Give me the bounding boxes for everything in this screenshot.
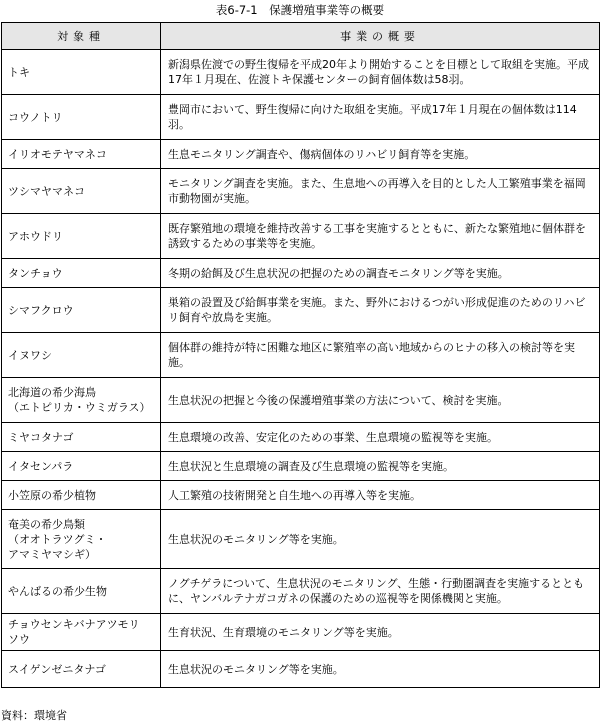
species-cell bbox=[2, 378, 161, 423]
description-cell: モニタリング調査を実施。また、生息地への再導入を目的とした人工繁殖事業を福岡市動物園が実施。 bbox=[161, 169, 600, 214]
species-name-detail: （オオトラツグミ・ bbox=[8, 532, 107, 546]
species-name: コウノトリ bbox=[8, 110, 63, 124]
species-name: トキ bbox=[8, 65, 30, 79]
description-cell: 生息状況の把握と今後の保護増殖事業の方法について、検討を実施。 bbox=[161, 378, 600, 423]
description-cell: 生息環境の改善、安定化のための事業、生息環境の監視等を実施。 bbox=[161, 423, 600, 452]
species-cell bbox=[2, 651, 161, 688]
table-row bbox=[2, 423, 600, 452]
description-cell: ノグチゲラについて、生息状況のモニタリング、生態・行動圏調査を実施するとともに、ヤンバルテナガコガネの保護のための巡視等を関係機関と実施。 bbox=[161, 569, 600, 614]
species-cell bbox=[2, 481, 161, 510]
species-name: チョウセンキバナアツモリ bbox=[8, 618, 140, 631]
species-name: イリオモテヤマネコ bbox=[8, 147, 107, 161]
table-row bbox=[2, 569, 600, 614]
species-name: シマフクロウ bbox=[8, 303, 74, 317]
species-name-detail: （エトピリカ・ウミガラス） bbox=[8, 401, 151, 414]
description-cell: 既存繁殖地の環境を維持改善する工事を実施するとともに、新たな繁殖地に個体群を誘致するための事業等を実施。 bbox=[161, 214, 600, 259]
species-cell bbox=[2, 50, 161, 95]
table-row bbox=[2, 140, 600, 169]
description-cell: 生息状況のモニタリング等を実施。 bbox=[161, 510, 600, 569]
species-cell bbox=[2, 423, 161, 452]
description-cell: 生育状況、生育環境のモニタリング等を実施。 bbox=[161, 614, 600, 651]
species-name: ミヤコタナゴ bbox=[8, 430, 74, 444]
table-row bbox=[2, 95, 600, 140]
species-cell bbox=[2, 259, 161, 288]
species-cell bbox=[2, 288, 161, 333]
species-cell bbox=[2, 452, 161, 481]
header-species: 対象種 bbox=[2, 23, 161, 50]
species-name: スイゲンゼニタナゴ bbox=[8, 662, 106, 676]
table-row bbox=[2, 510, 600, 569]
description-cell: 個体群の維持が特に困難な地区に繁殖率の高い地域からのヒナの移入の検討等を実施。 bbox=[161, 333, 600, 378]
species-name: 北海道の希少海鳥 bbox=[8, 386, 96, 399]
table-row bbox=[2, 50, 600, 95]
description-cell: 生息状況のモニタリング等を実施。 bbox=[161, 651, 600, 688]
species-name: やんばるの希少生物 bbox=[8, 584, 107, 598]
table-row bbox=[2, 259, 600, 288]
description-cell: 冬期の給餌及び生息状況の把握のための調査モニタリング等を実施。 bbox=[161, 259, 600, 288]
species-cell bbox=[2, 333, 161, 378]
species-cell bbox=[2, 510, 161, 569]
table-row bbox=[2, 452, 600, 481]
species-name-detail: ソウ bbox=[8, 633, 30, 646]
species-cell bbox=[2, 214, 161, 259]
species-name: タンチョウ bbox=[8, 266, 63, 280]
species-cell bbox=[2, 614, 161, 651]
species-name: アホウドリ bbox=[8, 229, 63, 243]
description-cell: 巣箱の設置及び給餌事業を実施。また、野外におけるつがい形成促進のためのリハビリ飼育や放鳥を実施。 bbox=[161, 288, 600, 333]
species-name: 奄美の希少鳥類 bbox=[8, 517, 85, 531]
species-cell bbox=[2, 169, 161, 214]
description-cell: 生息モニタリング調査や、傷病個体のリハビリ飼育等を実施。 bbox=[161, 140, 600, 169]
table-title: 表6-7-1 保護増殖事業等の概要 bbox=[215, 3, 385, 17]
species-name: イヌワシ bbox=[8, 348, 52, 362]
species-name-detail: アマミヤマシギ） bbox=[8, 547, 96, 561]
description-cell: 豊岡市において、野生復帰に向けた取組を実施。平成17年１月現在の個体数は114羽。 bbox=[161, 95, 600, 140]
species-cell bbox=[2, 140, 161, 169]
table-row bbox=[2, 214, 600, 259]
species-cell bbox=[2, 95, 161, 140]
species-name: ツシマヤマネコ bbox=[8, 184, 85, 198]
description-cell: 人工繁殖の技術開発と自生地への再導入等を実施。 bbox=[161, 481, 600, 510]
table-row bbox=[2, 614, 600, 651]
description-cell: 新潟県佐渡での野生復帰を平成20年より開始することを目標として取組を実施。平成17年１月現在、佐渡トキ保護センターの飼育個体数は58羽。 bbox=[161, 50, 600, 95]
table-row bbox=[2, 481, 600, 510]
header-description: 事業の概要 bbox=[161, 23, 600, 50]
species-name: イタセンパラ bbox=[8, 459, 74, 473]
table-row bbox=[2, 333, 600, 378]
table-row bbox=[2, 288, 600, 333]
species-cell bbox=[2, 569, 161, 614]
table-row bbox=[2, 378, 600, 423]
species-name: 小笠原の希少植物 bbox=[8, 488, 96, 502]
table-row bbox=[2, 169, 600, 214]
description-cell: 生息状況と生息環境の調査及び生息環境の監視等を実施。 bbox=[161, 452, 600, 481]
table-row bbox=[2, 651, 600, 688]
source-note: 資料：環境省 bbox=[1, 709, 67, 722]
table-header-row bbox=[2, 23, 600, 50]
conservation-program-table bbox=[1, 22, 600, 688]
